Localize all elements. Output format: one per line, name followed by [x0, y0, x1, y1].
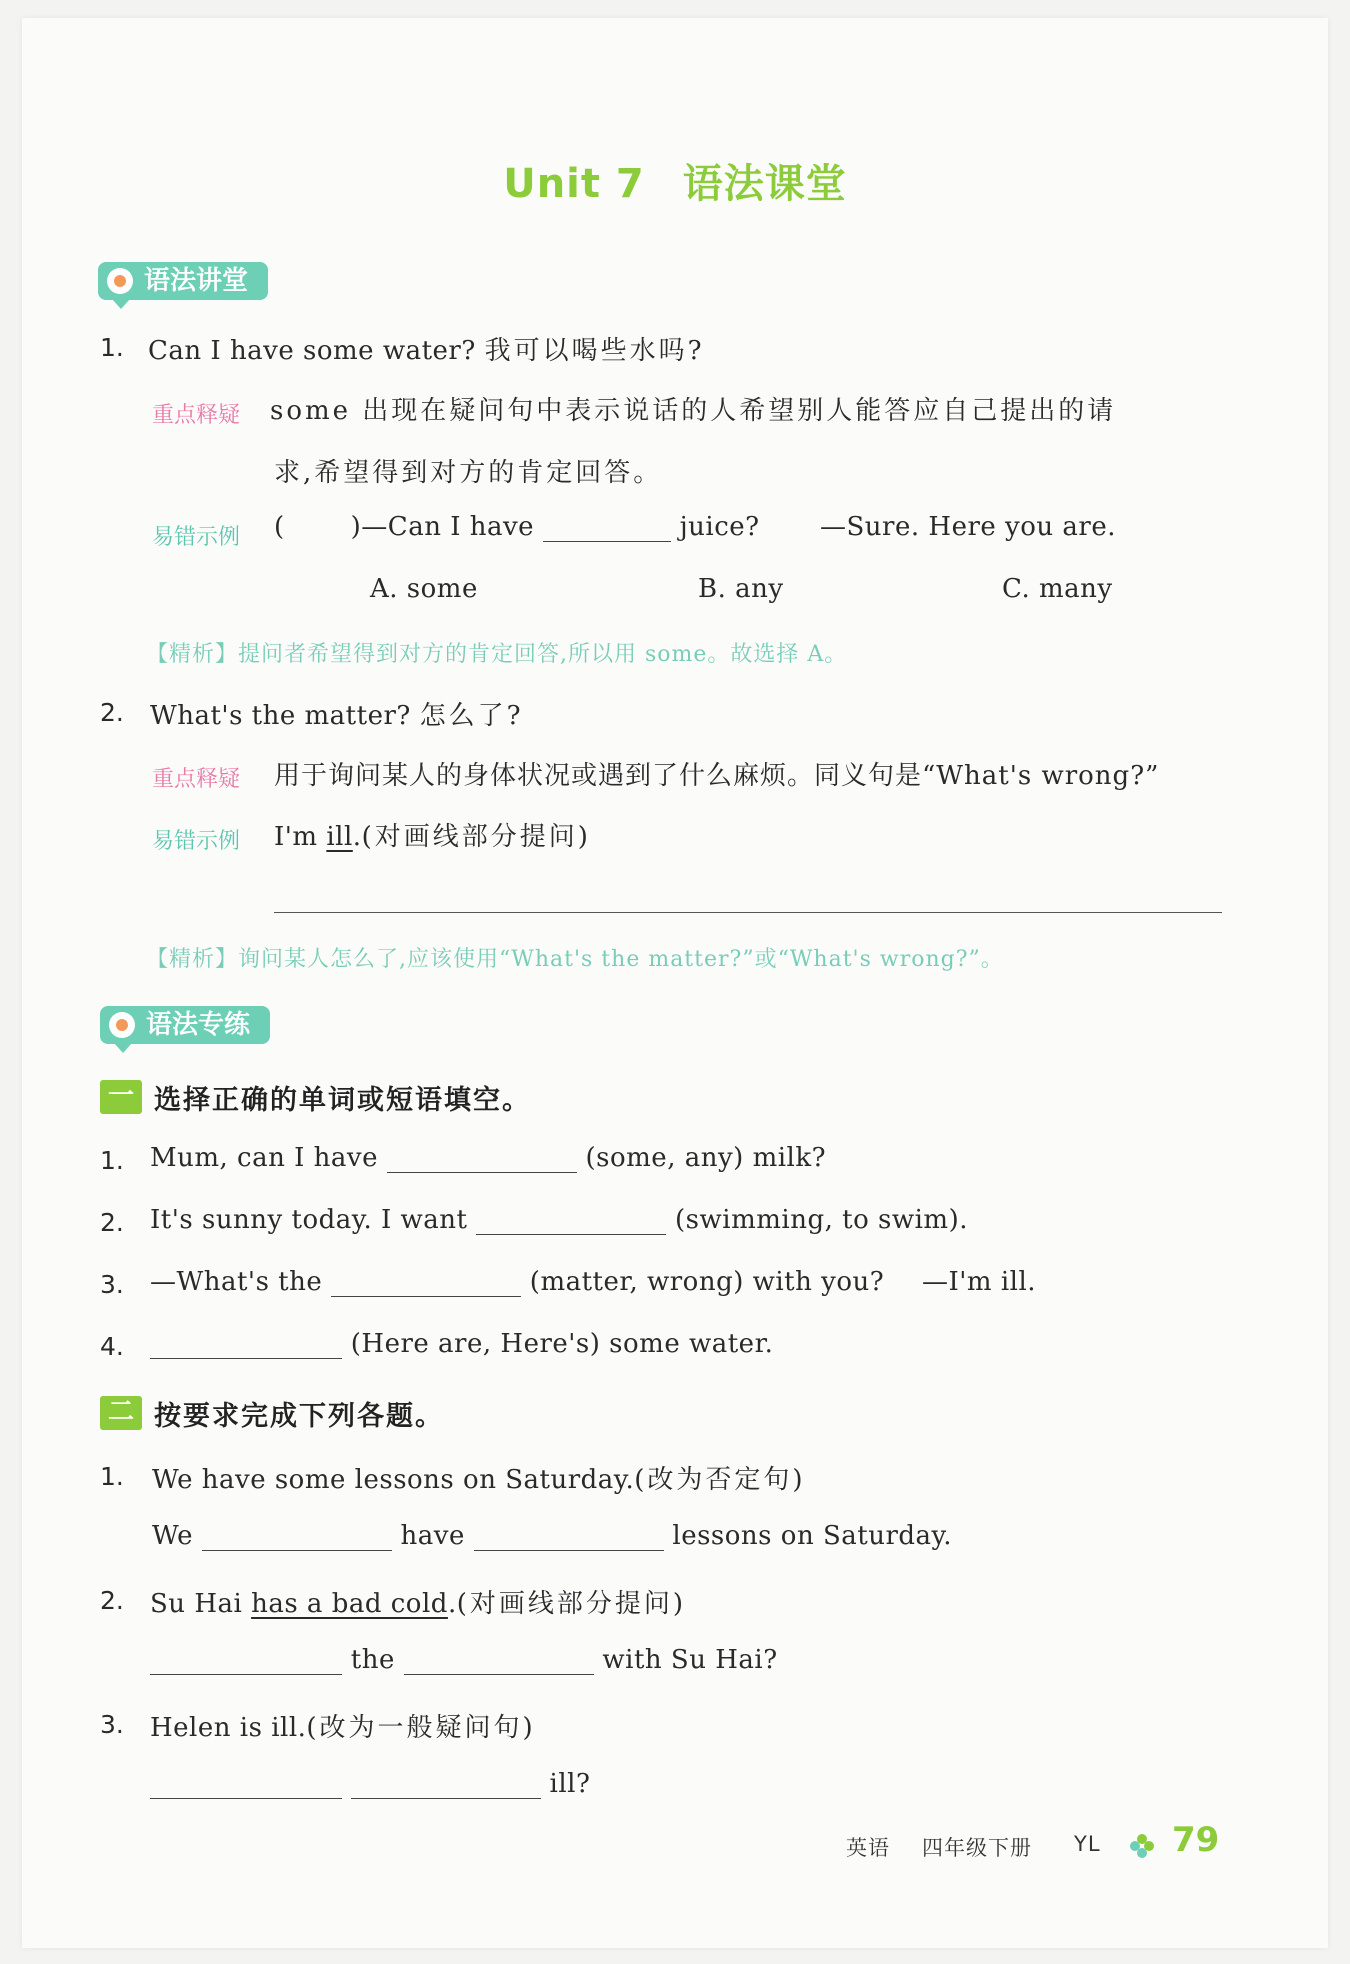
s2-q1-en: We have some lessons on Saturday.	[152, 1465, 635, 1495]
lecture-q1-sentence	[148, 330, 705, 367]
s2-q1-number: 1.	[100, 1462, 124, 1491]
lecture-q2-number: 2.	[100, 698, 124, 727]
section1-number: 一	[100, 1080, 142, 1114]
lecture-q1-key-text-2: 求,希望得到对方的肯定回答。	[274, 458, 663, 488]
badge-grammar-practice	[100, 1006, 270, 1044]
s2-q2-pre: Su Hai	[150, 1589, 243, 1619]
badge-label: 语法讲堂	[144, 266, 249, 296]
lecture-q1-en: Can I have some water?	[148, 336, 476, 366]
option-c[interactable]: C. many	[1002, 574, 1113, 604]
s2-q1	[152, 1459, 806, 1496]
s1-item3-reply: —I'm ill.	[922, 1267, 1037, 1297]
s1-item1-blank[interactable]	[387, 1144, 577, 1173]
lecture-q1-reply: —Sure. Here you are.	[820, 512, 1116, 542]
s2-q2-cn: (对画线部分提问)	[456, 1589, 686, 1619]
s1-item2-blank[interactable]	[476, 1206, 666, 1235]
s1-item1	[150, 1143, 826, 1173]
section1-title: 选择正确的单词或短语填空。	[154, 1085, 531, 1116]
s1-item3-number: 3.	[100, 1270, 124, 1299]
s2-q3-blank1[interactable]	[150, 1770, 342, 1799]
s1-item3-pre: —What's the	[150, 1267, 323, 1297]
s2-q2-rest: with Su Hai?	[602, 1645, 778, 1675]
s2-q1-blank1[interactable]	[202, 1522, 392, 1551]
lecture-q2-analysis: 【精析】询问某人怎么了,应该使用“What's the matter?”或“What's wrong?”。	[146, 947, 1004, 972]
badge-grammar-lecture	[98, 262, 268, 300]
page-number: 79	[1172, 1820, 1220, 1860]
s1-item4-post: (Here are, Here's) some water.	[350, 1329, 774, 1359]
lecture-q2-sentence	[150, 695, 524, 732]
badge-label: 语法专练	[146, 1010, 251, 1040]
s2-q2-period: .	[447, 1589, 457, 1619]
s1-item1-number: 1.	[100, 1146, 124, 1175]
title-unit: Unit 7	[503, 161, 645, 207]
lecture-q2-example-label: 易错示例	[152, 829, 241, 854]
lecture-q1-key-text-1: some 出现在疑问句中表示说话的人希望别人能答应自己提出的请	[270, 396, 1117, 426]
s2-q2	[150, 1583, 686, 1620]
s2-q3	[150, 1707, 536, 1744]
example-question: )—Can I have	[350, 512, 535, 542]
lecture-q1-number: 1.	[100, 333, 124, 362]
s2-q3-cn: (改为一般疑问句)	[306, 1713, 536, 1743]
answer-paren-open: (	[274, 512, 285, 542]
s1-item2	[150, 1205, 968, 1235]
title-name: 语法课堂	[682, 161, 847, 207]
lecture-q2-key-text: 用于询问某人的身体状况或遇到了什么麻烦。同义句是“What's wrong?”	[274, 761, 1160, 791]
lecture-q1-cn: 我可以喝些水吗?	[484, 336, 705, 366]
s1-item2-pre: It's sunny today. I want	[150, 1205, 468, 1235]
s2-q3-answer	[150, 1769, 590, 1799]
option-a[interactable]: A. some	[370, 574, 478, 604]
option-b[interactable]: B. any	[698, 574, 784, 604]
s2-q2-answer	[150, 1645, 778, 1675]
s1-item2-number: 2.	[100, 1208, 124, 1237]
footer-edition: YL	[1074, 1832, 1101, 1856]
lecture-q2-en: What's the matter?	[150, 701, 411, 731]
s1-item4-blank[interactable]	[150, 1330, 342, 1359]
s2-q1-have: have	[400, 1521, 465, 1551]
lightbulb-icon	[107, 268, 133, 294]
section2-number: 二	[100, 1396, 142, 1430]
clover-icon	[1128, 1832, 1156, 1860]
example-instruction: (对画线部分提问)	[361, 822, 591, 852]
lightbulb-icon	[109, 1012, 135, 1038]
s2-q1-we: We	[152, 1521, 193, 1551]
footer-grade: 四年级下册	[922, 1836, 1032, 1860]
lecture-q1-example	[274, 512, 760, 542]
s2-q2-the: the	[350, 1645, 395, 1675]
s2-q2-blank2[interactable]	[404, 1646, 594, 1675]
s2-q1-cn: (改为否定句)	[634, 1465, 806, 1495]
s2-q3-number: 3.	[100, 1710, 124, 1739]
lecture-q2-key-label: 重点释疑	[152, 767, 241, 792]
s1-item2-post: (swimming, to swim).	[675, 1205, 968, 1235]
s2-q1-rest: lessons on Saturday.	[672, 1521, 953, 1551]
example-im: I'm	[274, 822, 318, 852]
s2-q1-blank2[interactable]	[474, 1522, 664, 1551]
s1-item3	[150, 1267, 884, 1297]
example-blank[interactable]	[543, 513, 671, 542]
footer-subject: 英语	[846, 1836, 890, 1860]
s1-item4	[150, 1329, 773, 1359]
s2-q2-underlined: has a bad cold	[251, 1589, 448, 1619]
page-title	[0, 152, 1350, 209]
lecture-q1-example-label: 易错示例	[152, 525, 241, 550]
s2-q3-en: Helen is ill.	[150, 1713, 307, 1743]
example-underlined-ill: ill	[326, 822, 353, 852]
lecture-q2-answer-line[interactable]	[274, 912, 1222, 913]
s2-q2-number: 2.	[100, 1586, 124, 1615]
example-juice: juice?	[679, 512, 760, 542]
lecture-q1-analysis: 【精析】提问者希望得到对方的肯定回答,所以用 some。故选择 A。	[146, 642, 848, 667]
s1-item4-number: 4.	[100, 1332, 124, 1361]
s1-item3-post: (matter, wrong) with you?	[529, 1267, 885, 1297]
s1-item1-pre: Mum, can I have	[150, 1143, 378, 1173]
s2-q1-answer	[152, 1521, 952, 1551]
s1-item1-post: (some, any) milk?	[585, 1143, 827, 1173]
s2-q3-ill: ill?	[549, 1769, 591, 1799]
lecture-q1-key-label: 重点释疑	[152, 403, 241, 428]
s2-q2-blank1[interactable]	[150, 1646, 342, 1675]
section2-title: 按要求完成下列各题。	[154, 1401, 444, 1432]
s2-q3-blank2[interactable]	[351, 1770, 541, 1799]
s1-item3-blank[interactable]	[331, 1268, 521, 1297]
example-period: .	[352, 822, 362, 852]
lecture-q2-cn: 怎么了?	[419, 701, 524, 731]
lecture-q2-example	[274, 816, 591, 853]
